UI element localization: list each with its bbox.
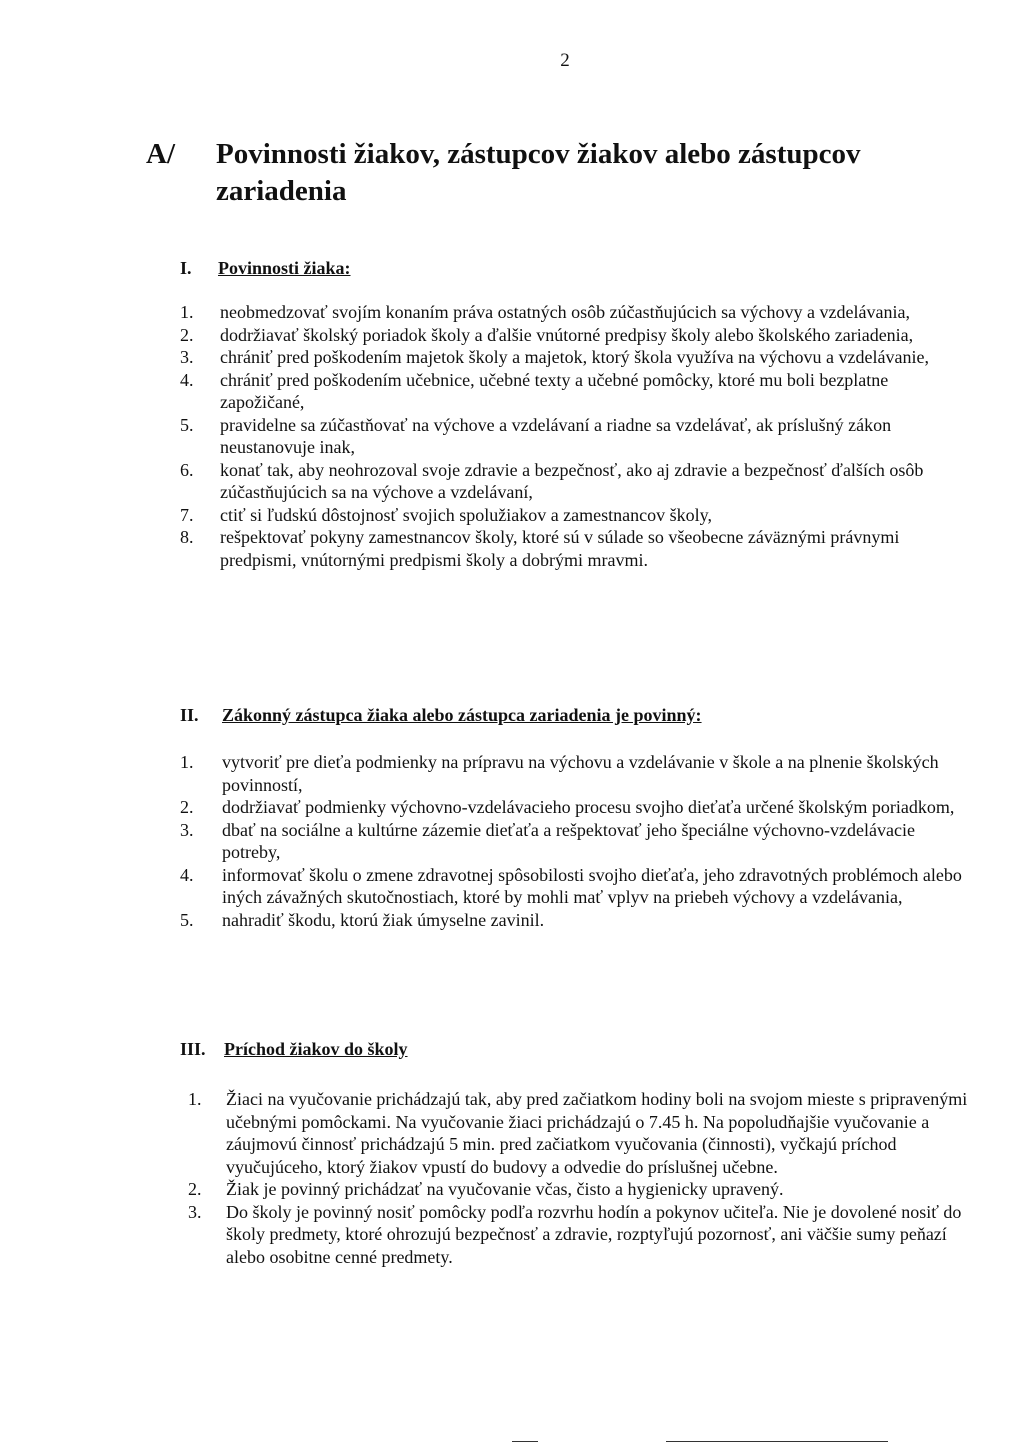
item-number: 3. (180, 819, 194, 840)
item-number: 1. (180, 302, 194, 322)
section-student-duties (180, 255, 970, 571)
item-text: informovať školu o zmene zdravotnej spôsobilosti svojho dieťaťa, jeho zdravotných problémoch alebo iných závažných skutočnostiach, ktoré by mohli mať vplyv na priebeh výchovy a vzdelávania, (222, 864, 962, 907)
section-title: Zákonný zástupca žiaka alebo zástupca zariadenia je povinný: (222, 705, 702, 725)
duty-list (180, 751, 970, 931)
list-item (180, 1088, 970, 1178)
list-item (180, 526, 970, 571)
rule-list (180, 1088, 970, 1268)
footer-rule-left (512, 1441, 538, 1442)
list-item (180, 864, 970, 909)
section-number: I. (180, 258, 192, 278)
item-number: 7. (180, 504, 194, 525)
heading-letter: A/ (146, 138, 175, 170)
item-number: 2. (180, 797, 194, 817)
section-heading (180, 702, 970, 728)
item-text: dbať na sociálne a kultúrne zázemie dieťaťa a rešpektovať jeho špeciálne výchovno-vzdelávacie potreby, (222, 819, 915, 862)
item-number: 2. (188, 1179, 202, 1199)
list-item (180, 909, 970, 932)
item-text: nahradiť škodu, ktorú žiak úmyselne zavinil. (222, 909, 545, 930)
section-number: II. (180, 705, 199, 725)
footer-rule-right (666, 1441, 888, 1442)
item-text: dodržiavať podmienky výchovno-vzdelávacieho procesu svojho dieťaťa určené školským poriadkom, (222, 797, 955, 817)
list-item (180, 1201, 970, 1269)
item-number: 6. (180, 459, 194, 480)
list-item (180, 796, 970, 819)
item-text: Do školy je povinný nosiť pomôcky podľa rozvrhu hodín a pokynov učiteľa. Nie je dovolené nosiť do školy predmety, ktoré ohrozujú bezpečnosť a zdravie, rozptyľujú pozornosť, ani väčšie sumy peňazí alebo osobitne cenné predmety. (226, 1201, 962, 1267)
item-text: dodržiavať školský poriadok školy a ďalšie vnútorné predpisy školy alebo školského zariadenia, (220, 324, 914, 345)
section-number: III. (180, 1039, 206, 1059)
list-item (180, 369, 970, 414)
item-text: rešpektovať pokyny zamestnancov školy, ktoré sú v súlade so všeobecne záväznými právnymi predpismi, vnútornými predpismi školy a dobrými mravmi. (220, 527, 900, 570)
section-title: Príchod žiakov do školy (224, 1039, 408, 1059)
item-number: 1. (180, 752, 194, 772)
item-text: chrániť pred poškodením učebnice, učebné texty a učebné pomôcky, ktoré mu boli bezplatne zapožičané, (220, 369, 889, 412)
section-title: Povinnosti žiaka: (218, 258, 351, 278)
list-item (180, 414, 970, 459)
section-guardian-duties (180, 702, 970, 931)
main-heading (146, 136, 926, 210)
item-number: 2. (180, 324, 194, 345)
item-number: 3. (180, 347, 194, 367)
heading-text: Povinnosti žiakov, zástupcov žiakov alebo zástupcov zariadenia (216, 138, 861, 207)
item-text: neobmedzovať svojím konaním práva ostatných osôb zúčastňujúcich sa výchovy a vzdelávania, (220, 302, 910, 322)
page-number: 2 (560, 50, 570, 71)
list-item (180, 504, 970, 527)
item-number: 3. (188, 1201, 202, 1222)
item-number: 8. (180, 527, 194, 547)
list-item (180, 1178, 970, 1201)
list-item (180, 301, 970, 324)
list-item (180, 459, 970, 504)
section-heading (180, 255, 970, 281)
item-number: 5. (180, 414, 194, 435)
section-student-arrival (180, 1036, 970, 1268)
list-item (180, 819, 970, 864)
item-number: 4. (180, 369, 194, 390)
list-item (180, 346, 970, 369)
list-item (180, 324, 970, 347)
item-text: konať tak, aby neohrozoval svoje zdravie a bezpečnosť, ako aj zdravie a bezpečnosť ďalších osôb zúčastňujúcich sa na výchove a vzdelávaní, (220, 459, 924, 502)
item-number: 1. (188, 1089, 202, 1109)
item-text: pravidelne sa zúčastňovať na výchove a vzdelávaní a riadne sa vzdelávať, ak príslušný zákon neustanovuje inak, (220, 414, 892, 457)
list-item (180, 751, 970, 796)
item-text: ctiť si ľudskú dôstojnosť svojich spolužiakov a zamestnancov školy, (220, 504, 712, 525)
section-heading (180, 1036, 970, 1062)
duty-list (180, 301, 970, 571)
item-text: Žiak je povinný prichádzať na vyučovanie včas, čisto a hygienicky upravený. (226, 1179, 784, 1199)
item-text: vytvoriť pre dieťa podmienky na prípravu na výchovu a vzdelávanie v škole a na plnenie školských povinností, (222, 752, 939, 795)
item-number: 5. (180, 909, 194, 930)
item-text: chrániť pred poškodením majetok školy a majetok, ktorý škola využíva na výchovu a vzdelávanie, (220, 347, 929, 367)
item-text: Žiaci na vyučovanie prichádzajú tak, aby pred začiatkom hodiny boli na svojom mieste s pripravenými učebnými pomôckami. Na vyučovanie žiaci prichádzajú o 7.45 h. Na popoludňajšie vyučovanie a záujmovú činnosť prichádzajú 5 min. pred začiatkom vyučovania (činnosti), vyčkajú príchod vyučujúceho, ktorý žiakov vpustí do budovy a odvedie do príslušnej učebne. (226, 1089, 968, 1177)
item-number: 4. (180, 864, 194, 885)
